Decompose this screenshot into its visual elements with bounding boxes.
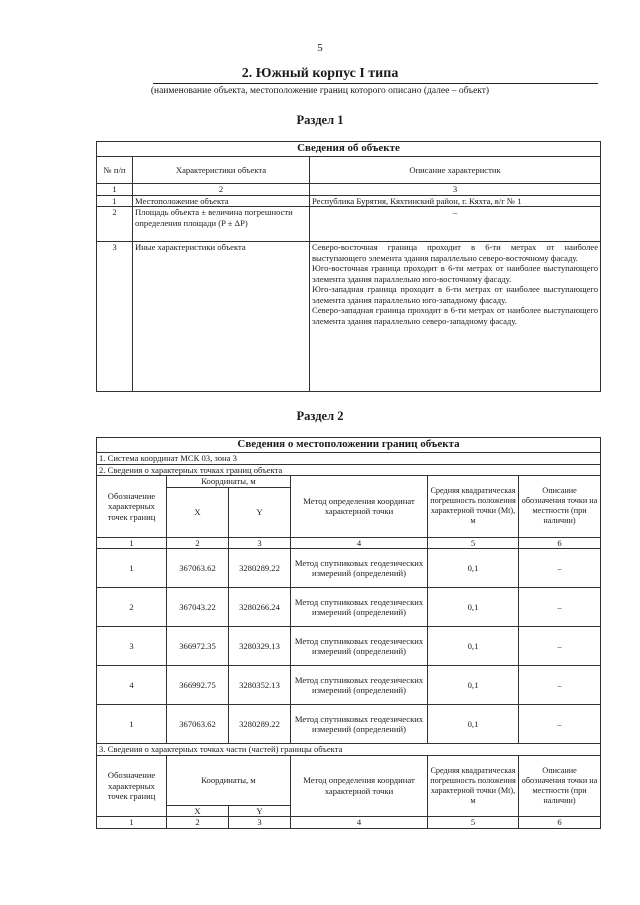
boundary-points-table [96,437,601,829]
point-id: 3 [97,627,167,666]
table-row [97,207,601,242]
col-number: 2 [167,817,229,829]
point-y: 3280266.24 [229,588,291,627]
point-method: Метод спутниковых геодезических измерений (определений) [291,666,428,705]
col-header-characteristic: Характеристики объекта [133,157,310,184]
coordinate-system: 1. Система координат МСК 03, зона 3 [97,453,601,465]
header-x: X [167,487,229,537]
point-y: 3280289.22 [229,549,291,588]
point-x: 366992.75 [167,666,229,705]
col-header-num: № п/п [97,157,133,184]
header-y: Y [229,805,291,817]
table-row [97,705,601,744]
col-number: 2 [133,184,310,196]
col-number: 5 [428,817,519,829]
point-mt: 0,1 [428,705,519,744]
object-title-underline [153,83,598,84]
header-coords: Координаты, м [167,755,291,805]
header-description: Описание обозначения точки на местности (при наличии) [519,755,601,817]
header-accuracy: Средняя квадратическая погрешность положения характерной точки (Mt), м [428,476,519,538]
boundary-table-title: Сведения о местоположении границ объекта [97,438,601,453]
section1-heading: Раздел 1 [296,113,344,127]
row-num: 1 [97,195,133,207]
boundary-nw: Северо-западная граница проходит в 6-ти метрах от наиболее выступающего элемента здания параллельно северо-западному фасаду. [312,305,599,326]
boundary-ne: Северо-восточная граница проходит в 6-ти метрах от наиболее выступающего элемента здания параллельно северо-восточному фасаду. [312,242,599,263]
row-characteristic: Иные характеристики объекта [133,242,310,392]
boundary-sw: Юго-западная граница проходит в 6-ти метрах от наиболее выступающего элемента здания параллельно юго-западному фасаду. [312,284,599,305]
col-number: 4 [291,537,428,549]
object-title: 2. Южный корпус I типа [241,66,399,81]
point-id: 4 [97,666,167,705]
point-method: Метод спутниковых геодезических измерений (определений) [291,588,428,627]
table-row [97,242,601,392]
col-number: 1 [97,184,133,196]
point-y: 3280289.22 [229,705,291,744]
point-desc: – [519,549,601,588]
col-number: 1 [97,537,167,549]
object-subtitle: (наименование объекта, местоположение границ которого описано (далее – объект) [150,86,490,96]
row-num: 3 [97,242,133,392]
col-number: 2 [167,537,229,549]
col-number: 4 [291,817,428,829]
row-characteristic: Площадь объекта ± величина погрешности определения площади (P ± ΔP) [133,207,310,242]
col-number: 6 [519,537,601,549]
col-number: 3 [229,817,291,829]
point-mt: 0,1 [428,666,519,705]
row-description: Республика Бурятия, Кяхтинский район, г. Кяхта, в/г № 1 [310,195,601,207]
header-method: Метод определения координат характерной точки [291,476,428,538]
col-number: 3 [310,184,601,196]
header-description: Описание обозначения точки на местности (при наличии) [519,476,601,538]
section2-heading: Раздел 2 [296,409,344,423]
header-y: Y [229,487,291,537]
parts-section-title: 3. Сведения о характерных точках части (частей) границы объекта [97,744,601,756]
table-row [97,195,601,207]
point-y: 3280329.13 [229,627,291,666]
row-description: – [310,207,601,242]
page-number: 5 [317,42,323,54]
point-mt: 0,1 [428,627,519,666]
row-description [310,242,601,392]
boundary-se: Юго-восточная граница проходит в 6-ти метрах от наиболее выступающего элемента здания параллельно юго-восточному фасаду. [312,263,599,284]
table-row [97,588,601,627]
header-designation: Обозначение характерных точек границ [97,476,167,538]
table-row [97,666,601,705]
point-x: 367063.62 [167,549,229,588]
header-accuracy: Средняя квадратическая погрешность положения характерной точки (Mt), м [428,755,519,817]
header-x: X [167,805,229,817]
point-desc: – [519,705,601,744]
header-designation: Обозначение характерных точек границ [97,755,167,817]
col-number: 1 [97,817,167,829]
point-mt: 0,1 [428,549,519,588]
point-x: 366972.35 [167,627,229,666]
point-x: 367063.62 [167,705,229,744]
col-number: 6 [519,817,601,829]
point-method: Метод спутниковых геодезических измерений (определений) [291,627,428,666]
object-info-table-title: Сведения об объекте [97,142,601,157]
point-y: 3280352.13 [229,666,291,705]
point-mt: 0,1 [428,588,519,627]
table-row [97,549,601,588]
point-x: 367043.22 [167,588,229,627]
col-number: 5 [428,537,519,549]
point-id: 2 [97,588,167,627]
header-coords: Координаты, м [167,476,291,488]
point-desc: – [519,666,601,705]
point-method: Метод спутниковых геодезических измерений (определений) [291,705,428,744]
point-desc: – [519,627,601,666]
row-characteristic: Местоположение объекта [133,195,310,207]
row-num: 2 [97,207,133,242]
points-section-title: 2. Сведения о характерных точках границ объекта [97,464,601,476]
point-method: Метод спутниковых геодезических измерений (определений) [291,549,428,588]
table-row [97,627,601,666]
header-method: Метод определения координат характерной точки [291,755,428,817]
point-desc: – [519,588,601,627]
col-header-description: Описание характеристик [310,157,601,184]
point-id: 1 [97,705,167,744]
object-info-table [96,141,601,392]
point-id: 1 [97,549,167,588]
col-number: 3 [229,537,291,549]
